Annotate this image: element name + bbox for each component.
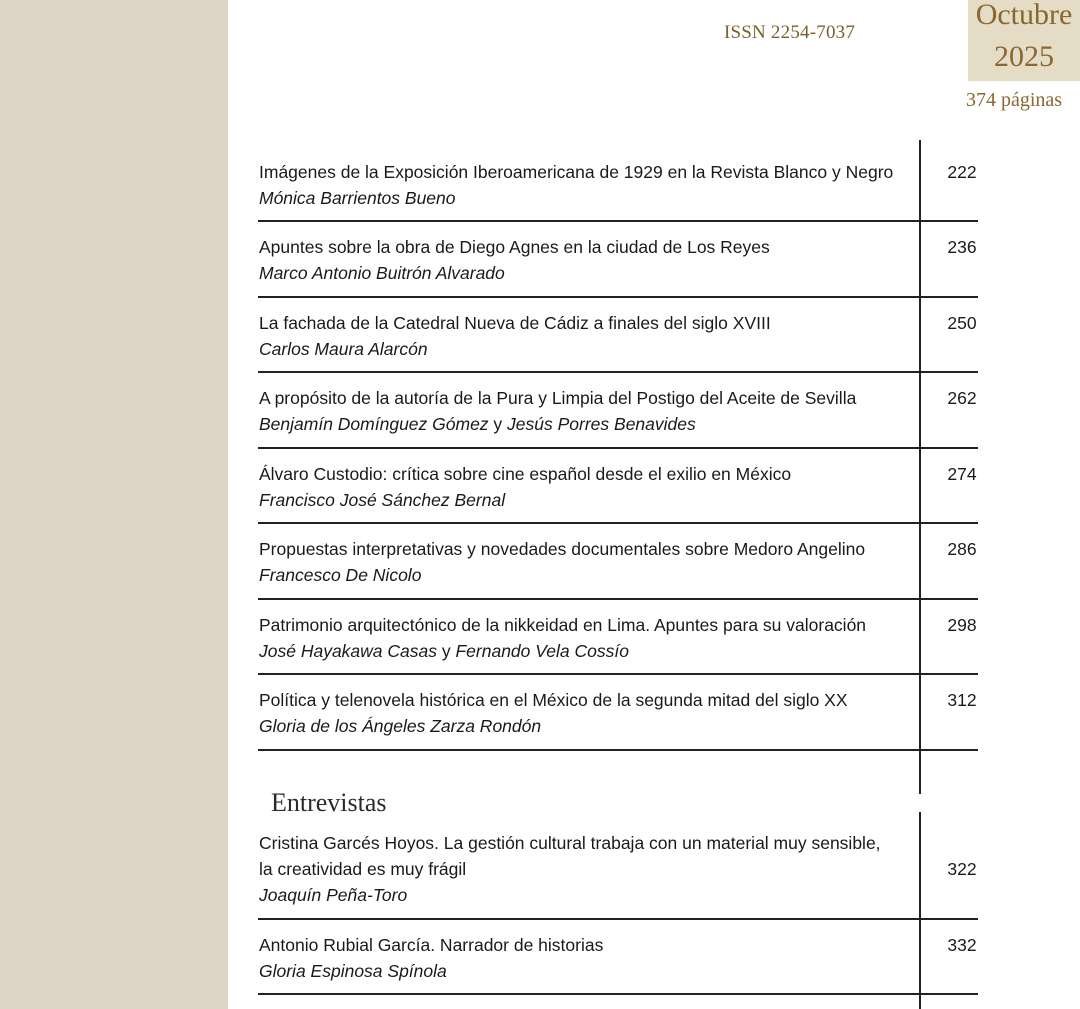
article-author: Francisco José Sánchez Bernal xyxy=(259,490,506,510)
page-number: 236 xyxy=(947,237,977,257)
page-number: 274 xyxy=(947,464,977,484)
row-divider xyxy=(258,522,978,524)
article-author xyxy=(259,411,919,437)
article-title[interactable]: Política y telenovela histórica en el México de la segunda mitad del siglo XX xyxy=(259,690,848,710)
interview-author: Joaquín Peña-Toro xyxy=(259,885,408,905)
row-divider xyxy=(258,749,978,751)
article-title[interactable]: Patrimonio arquitectónico de la nikkeidad en Lima. Apuntes para su valoración xyxy=(259,615,867,635)
page-number: 250 xyxy=(947,313,977,333)
toc-entry[interactable] xyxy=(259,234,919,286)
issue-month: Octubre xyxy=(975,0,1073,31)
article-author: Francesco De Nicolo xyxy=(259,565,422,585)
section-heading-interviews: Entrevistas xyxy=(271,788,387,817)
toc-entry[interactable] xyxy=(259,830,919,908)
row-divider xyxy=(258,220,978,222)
toc-entry[interactable] xyxy=(259,461,919,513)
article-title[interactable]: Propuestas interpretativas y novedades documentales sobre Medoro Angelino xyxy=(259,539,866,559)
toc-entry[interactable] xyxy=(259,159,919,211)
author-name: Benjamín Domínguez Gómez xyxy=(259,414,489,434)
interview-title[interactable]: Antonio Rubial García. Narrador de historias xyxy=(259,935,604,955)
row-divider xyxy=(258,918,978,920)
row-divider xyxy=(258,993,978,995)
author-name: Jesús Porres Benavides xyxy=(507,414,696,434)
row-divider xyxy=(258,296,978,298)
page-number: 322 xyxy=(947,859,977,879)
article-author: Carlos Maura Alarcón xyxy=(259,339,428,359)
article-author: Gloria de los Ángeles Zarza Rondón xyxy=(259,716,542,736)
row-divider xyxy=(258,673,978,675)
author-conjunction: y xyxy=(437,641,456,661)
article-title[interactable]: Álvaro Custodio: crítica sobre cine español desde el exilio en México xyxy=(259,464,792,484)
interview-title-line[interactable]: la creatividad es muy frágil xyxy=(259,859,467,879)
row-divider xyxy=(258,371,978,373)
article-title[interactable]: A propósito de la autoría de la Pura y Limpia del Postigo del Aceite de Sevilla xyxy=(259,388,857,408)
page-number: 332 xyxy=(947,935,977,955)
toc-entry[interactable] xyxy=(259,536,919,588)
column-divider xyxy=(919,140,921,794)
toc-entry[interactable] xyxy=(259,612,919,664)
toc-entry[interactable] xyxy=(259,932,919,984)
issue-year: 2025 xyxy=(994,40,1054,73)
author-conjunction: y xyxy=(488,414,508,434)
issn-label: ISSN 2254-7037 xyxy=(724,22,856,43)
page-number: 262 xyxy=(947,388,977,408)
row-divider xyxy=(258,598,978,600)
author-name: Fernando Vela Cossío xyxy=(455,641,629,661)
page-number: 312 xyxy=(947,690,977,710)
interview-author: Gloria Espinosa Spínola xyxy=(259,961,447,981)
row-divider xyxy=(258,447,978,449)
article-author xyxy=(259,638,919,664)
toc-entry[interactable] xyxy=(259,687,919,739)
article-title[interactable]: La fachada de la Catedral Nueva de Cádiz a finales del siglo XVIII xyxy=(259,313,771,333)
page-number: 222 xyxy=(947,162,977,182)
page-number: 298 xyxy=(947,615,977,635)
author-name: José Hayakawa Casas xyxy=(259,641,437,661)
article-title[interactable]: Imágenes de la Exposición Iberoamericana de 1929 en la Revista Blanco y Negro xyxy=(259,162,894,182)
interview-title-line[interactable]: Cristina Garcés Hoyos. La gestión cultural trabaja con un material muy sensible, xyxy=(259,833,881,853)
page-count: 374 páginas xyxy=(966,89,1063,111)
article-author: Marco Antonio Buitrón Alvarado xyxy=(259,263,505,283)
article-author: Mónica Barrientos Bueno xyxy=(259,188,456,208)
article-title[interactable]: Apuntes sobre la obra de Diego Agnes en la ciudad de Los Reyes xyxy=(259,237,770,257)
left-sidebar-band xyxy=(0,0,228,1009)
page-number: 286 xyxy=(947,539,977,559)
toc-entry[interactable] xyxy=(259,310,919,362)
column-divider xyxy=(919,812,921,1009)
toc-entry[interactable] xyxy=(259,385,919,437)
